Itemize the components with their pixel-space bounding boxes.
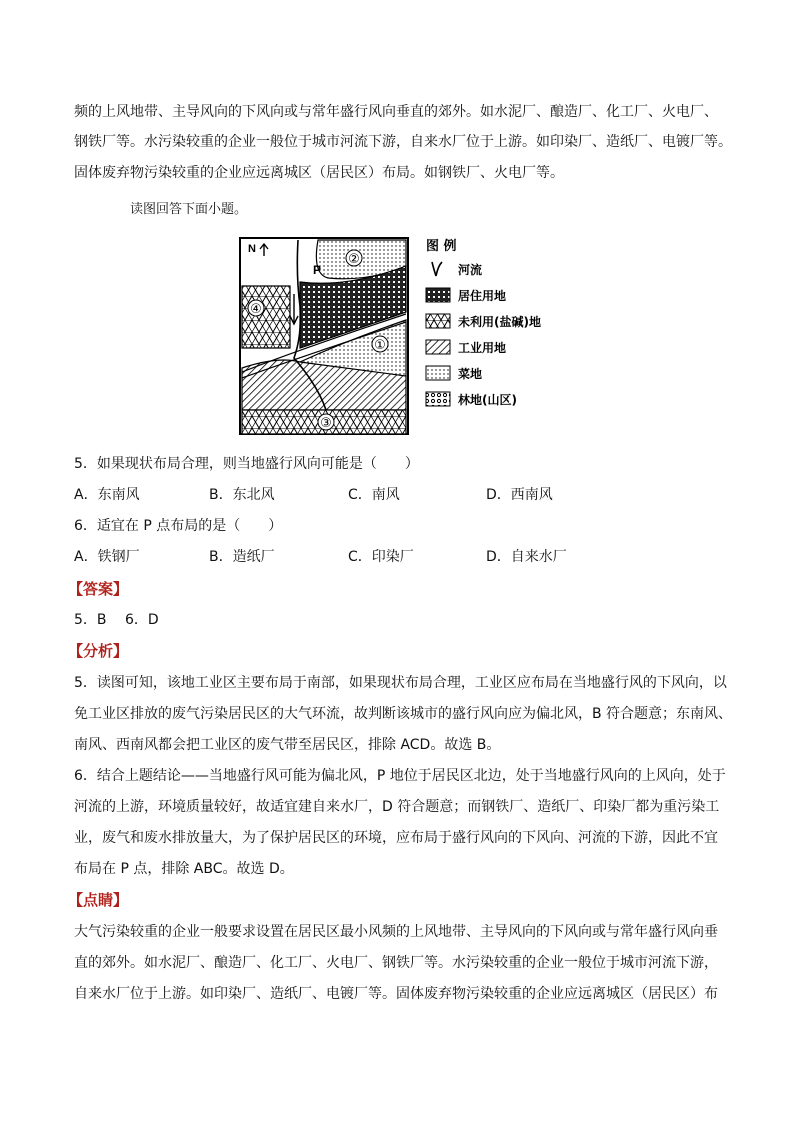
legend-industrial: 工业用地 <box>458 341 507 355</box>
area-3-label: ③ <box>320 416 332 431</box>
answer-heading: 【答案】 <box>68 580 129 598</box>
analysis-heading: 【分析】 <box>68 642 129 660</box>
analysis-5-line-2: 免工业区排放的废气污染居民区的大气环流，故判断该城市的盛行风向应为偏北风，B 符合题意；东南风、 <box>74 706 733 722</box>
analysis-6-line-1: 6．结合上题结论——当地盛行风可能为偏北风，P 地位于居民区北边，处于当地盛行风向的上风向，处于 <box>74 768 726 784</box>
legend-unused-icon <box>426 314 450 328</box>
tip-heading: 【点睛】 <box>68 891 129 909</box>
prompt-text: 读图回答下面小题。 <box>130 202 248 217</box>
intro-line-2: 钢铁厂等。水污染较重的企业一般位于城市河流下游，自来水厂位于上游。如印染厂、造纸厂、电镀厂等。 <box>74 134 732 150</box>
intro-line-1: 频的上风地带、主导风向的下风向或与常年盛行风向垂直的郊外。如水泥厂、酿造厂、化工厂、火电厂、 <box>74 104 718 120</box>
north-label: N <box>248 243 256 255</box>
unused-land-area-4 <box>242 286 290 348</box>
legend-vegetable: 菜地 <box>458 367 483 381</box>
analysis-6-line-2: 河流的上游，环境质量较好，故适宜建自来水厂，D 符合题意；而钢铁厂、造纸厂、印染厂都为重污染工 <box>74 799 720 815</box>
legend-residential: 居住用地 <box>458 289 507 303</box>
legend-river: 河流 <box>458 263 483 277</box>
analysis-5-line-1: 5．读图可知，该地工业区主要布局于南部，如果现状布局合理，工业区应布局在当地盛行风的下风向，以 <box>74 675 727 691</box>
q5-stem: 5．如果现状布局合理，则当地盛行风向可能是（ ） <box>74 456 419 472</box>
q5-option-d: D．西南风 <box>486 487 553 503</box>
tip-line-2: 直的郊外。如水泥厂、酿造厂、化工厂、火电厂、钢铁厂等。水污染较重的企业一般位于城市河流下游， <box>74 955 718 971</box>
q6-option-d: D．自来水厂 <box>486 549 567 565</box>
area-2-label: ② <box>348 252 360 267</box>
legend-title: 图 例 <box>426 239 457 254</box>
tip-line-1: 大气污染较重的企业一般要求设置在居民区最小风频的上风地带、主导风向的下风向或与常年盛行风向垂 <box>74 924 718 940</box>
analysis-5-line-3: 南风、西南风都会把工业区的废气带至居民区，排除 ACD。故选 B。 <box>74 737 501 753</box>
q5-option-b: B．东北风 <box>209 487 275 503</box>
q6-option-a: A．铁钢厂 <box>74 549 140 565</box>
legend-vegetable-icon <box>426 366 450 380</box>
area-4-label: ④ <box>250 302 262 317</box>
p-label: P <box>313 263 322 277</box>
q5-option-c: C．南风 <box>348 487 400 503</box>
q6-option-b: B．造纸厂 <box>209 549 275 565</box>
q6-option-c: C．印染厂 <box>348 549 414 565</box>
legend-river-icon <box>432 262 442 276</box>
q5-option-a: A．东南风 <box>74 487 140 503</box>
q6-stem: 6．适宜在 P 点布局的是（ ） <box>74 518 283 534</box>
intro-line-3: 固体废弃物污染较重的企业应远离城区（居民区）布局。如钢铁厂、火电厂等。 <box>74 165 564 181</box>
legend-forest: 林地(山区) <box>458 393 517 407</box>
legend-industrial-icon <box>426 340 450 354</box>
analysis-6-line-3: 业，废气和废水排放量大，为了保护居民区的环境，应布局于盛行风向的下风向、河流的下游，因此不宜 <box>74 830 718 846</box>
legend-residential-icon <box>426 288 450 302</box>
legend-unused: 未利用(盐碱)地 <box>458 315 541 329</box>
tip-line-3: 自来水厂位于上游。如印染厂、造纸厂、电镀厂等。固体废弃物污染较重的企业应远离城区（居民区）布 <box>74 986 718 1002</box>
area-1-label: ① <box>374 338 386 353</box>
legend-forest-icon <box>426 392 450 406</box>
answer-text: 5．B 6．D <box>74 612 159 628</box>
city-layout-map <box>238 236 548 436</box>
analysis-6-line-4: 布局在 P 点，排除 ABC。故选 D。 <box>74 861 294 877</box>
